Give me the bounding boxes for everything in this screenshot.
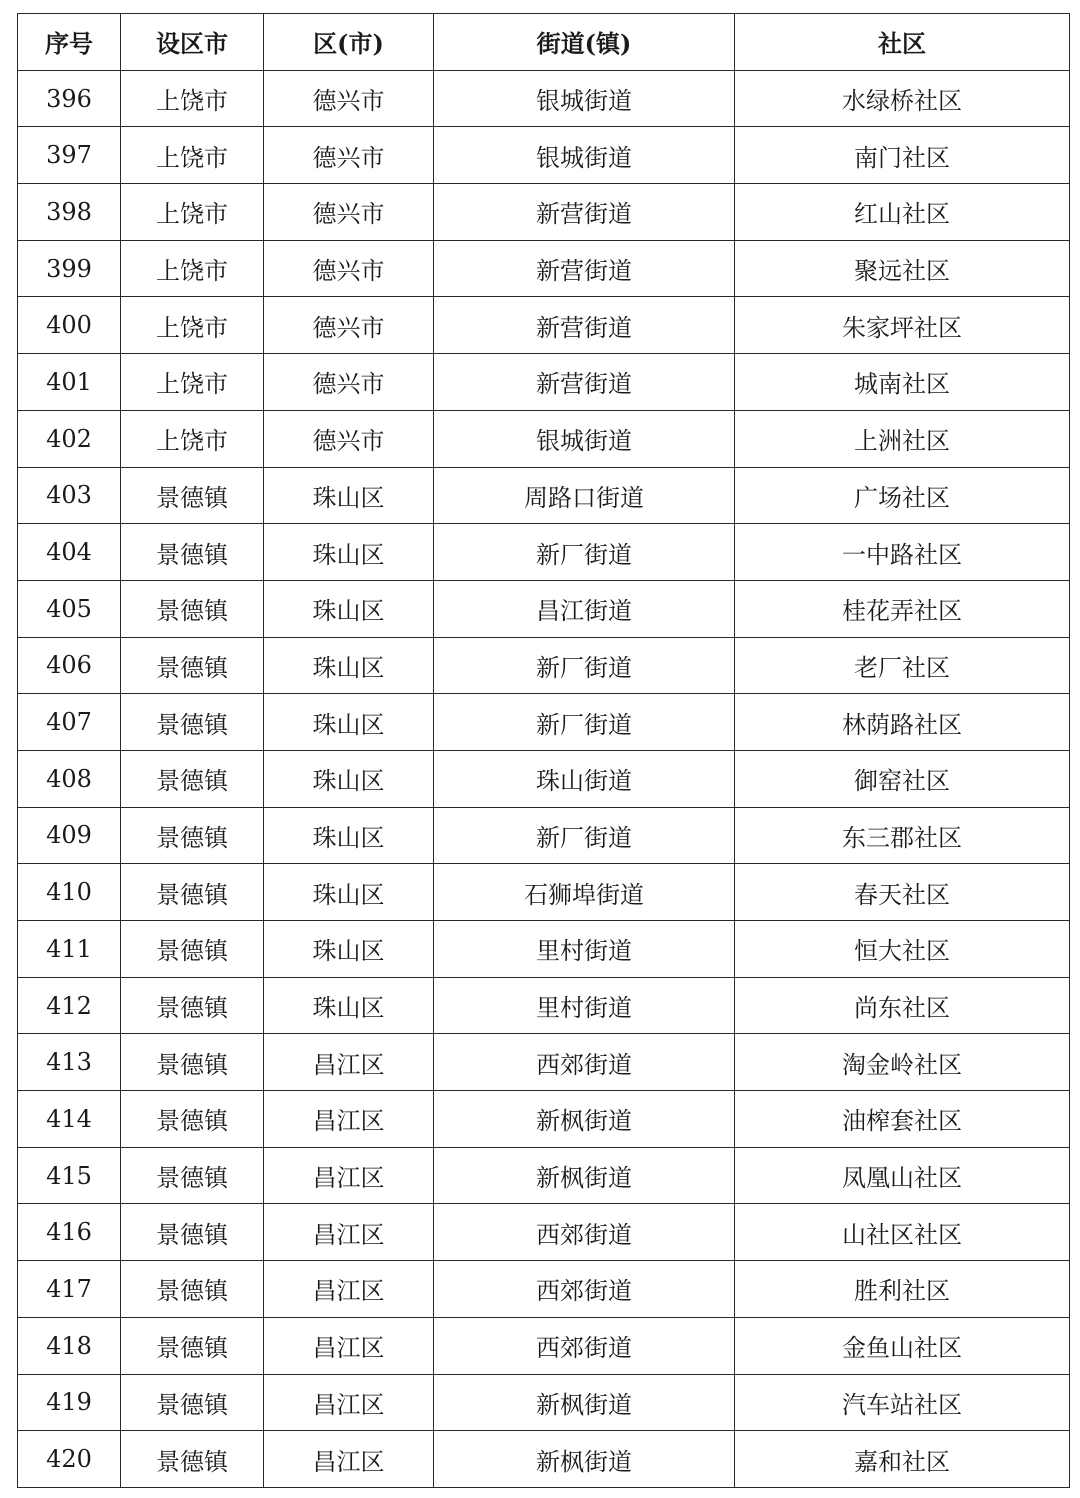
cell-community: 桂花弄社区	[735, 580, 1070, 637]
cell-community: 御窑社区	[735, 750, 1070, 807]
cell-index: 417	[18, 1261, 121, 1318]
cell-subdistrict: 新枫街道	[434, 1374, 735, 1431]
cell-district: 昌江区	[264, 1147, 434, 1204]
cell-city: 景德镇	[121, 580, 264, 637]
cell-community: 东三郡社区	[735, 807, 1070, 864]
header-community: 社区	[735, 14, 1070, 71]
cell-district: 昌江区	[264, 1034, 434, 1091]
cell-index: 414	[18, 1091, 121, 1148]
cell-index: 415	[18, 1147, 121, 1204]
cell-city: 景德镇	[121, 694, 264, 751]
cell-district: 德兴市	[264, 70, 434, 127]
table-row	[18, 921, 1070, 978]
cell-district: 珠山区	[264, 864, 434, 921]
table-body	[18, 70, 1070, 1487]
table-row	[18, 1147, 1070, 1204]
cell-district: 昌江区	[264, 1431, 434, 1488]
cell-city: 景德镇	[121, 1147, 264, 1204]
cell-index: 405	[18, 580, 121, 637]
cell-subdistrict: 西郊街道	[434, 1204, 735, 1261]
cell-subdistrict: 石狮埠街道	[434, 864, 735, 921]
cell-subdistrict: 新枫街道	[434, 1147, 735, 1204]
cell-subdistrict: 银城街道	[434, 127, 735, 184]
table-row	[18, 694, 1070, 751]
cell-community: 广场社区	[735, 467, 1070, 524]
table-row	[18, 977, 1070, 1034]
community-table	[17, 13, 1070, 1488]
cell-city: 景德镇	[121, 1204, 264, 1261]
cell-city: 景德镇	[121, 637, 264, 694]
cell-subdistrict: 昌江街道	[434, 580, 735, 637]
cell-index: 396	[18, 70, 121, 127]
table-row	[18, 864, 1070, 921]
cell-community: 淘金岭社区	[735, 1034, 1070, 1091]
cell-city: 上饶市	[121, 297, 264, 354]
cell-index: 412	[18, 977, 121, 1034]
cell-city: 上饶市	[121, 354, 264, 411]
table-row	[18, 1317, 1070, 1374]
cell-district: 珠山区	[264, 750, 434, 807]
cell-subdistrict: 新营街道	[434, 184, 735, 241]
table-row	[18, 580, 1070, 637]
cell-subdistrict: 珠山街道	[434, 750, 735, 807]
cell-city: 景德镇	[121, 524, 264, 581]
cell-subdistrict: 新枫街道	[434, 1091, 735, 1148]
table-row	[18, 524, 1070, 581]
table-row	[18, 467, 1070, 524]
cell-community: 上洲社区	[735, 410, 1070, 467]
cell-subdistrict: 周路口街道	[434, 467, 735, 524]
header-row	[18, 14, 1070, 71]
cell-city: 景德镇	[121, 1374, 264, 1431]
table-row	[18, 70, 1070, 127]
cell-community: 聚远社区	[735, 240, 1070, 297]
cell-index: 416	[18, 1204, 121, 1261]
cell-subdistrict: 银城街道	[434, 70, 735, 127]
cell-community: 恒大社区	[735, 921, 1070, 978]
cell-city: 景德镇	[121, 750, 264, 807]
header-city: 设区市	[121, 14, 264, 71]
cell-city: 景德镇	[121, 1261, 264, 1318]
cell-community: 南门社区	[735, 127, 1070, 184]
cell-community: 金鱼山社区	[735, 1317, 1070, 1374]
cell-city: 景德镇	[121, 1091, 264, 1148]
cell-district: 珠山区	[264, 524, 434, 581]
cell-subdistrict: 新营街道	[434, 297, 735, 354]
cell-index: 406	[18, 637, 121, 694]
cell-district: 德兴市	[264, 410, 434, 467]
cell-city: 上饶市	[121, 240, 264, 297]
cell-district: 珠山区	[264, 694, 434, 751]
cell-subdistrict: 新枫街道	[434, 1431, 735, 1488]
cell-community: 林荫路社区	[735, 694, 1070, 751]
table-row	[18, 1431, 1070, 1488]
table-row	[18, 807, 1070, 864]
cell-community: 油榨套社区	[735, 1091, 1070, 1148]
cell-city: 景德镇	[121, 864, 264, 921]
cell-community: 红山社区	[735, 184, 1070, 241]
cell-index: 409	[18, 807, 121, 864]
cell-community: 水绿桥社区	[735, 70, 1070, 127]
cell-index: 398	[18, 184, 121, 241]
cell-subdistrict: 新厂街道	[434, 807, 735, 864]
cell-subdistrict: 新厂街道	[434, 694, 735, 751]
cell-community: 老厂社区	[735, 637, 1070, 694]
cell-community: 朱家坪社区	[735, 297, 1070, 354]
cell-city: 景德镇	[121, 1317, 264, 1374]
cell-city: 上饶市	[121, 184, 264, 241]
table-row	[18, 297, 1070, 354]
cell-district: 珠山区	[264, 807, 434, 864]
cell-city: 景德镇	[121, 1431, 264, 1488]
cell-subdistrict: 新厂街道	[434, 524, 735, 581]
cell-index: 401	[18, 354, 121, 411]
cell-city: 景德镇	[121, 1034, 264, 1091]
table-row	[18, 240, 1070, 297]
table-row	[18, 1204, 1070, 1261]
cell-subdistrict: 新营街道	[434, 240, 735, 297]
table-row	[18, 184, 1070, 241]
cell-district: 珠山区	[264, 467, 434, 524]
cell-subdistrict: 西郊街道	[434, 1317, 735, 1374]
cell-index: 413	[18, 1034, 121, 1091]
cell-subdistrict: 新厂街道	[434, 637, 735, 694]
table-row	[18, 410, 1070, 467]
cell-index: 419	[18, 1374, 121, 1431]
cell-subdistrict: 西郊街道	[434, 1261, 735, 1318]
cell-index: 403	[18, 467, 121, 524]
cell-district: 德兴市	[264, 240, 434, 297]
table-row	[18, 1374, 1070, 1431]
cell-district: 德兴市	[264, 127, 434, 184]
cell-district: 珠山区	[264, 637, 434, 694]
cell-community: 春天社区	[735, 864, 1070, 921]
cell-community: 山社区社区	[735, 1204, 1070, 1261]
table-row	[18, 127, 1070, 184]
cell-index: 402	[18, 410, 121, 467]
cell-subdistrict: 西郊街道	[434, 1034, 735, 1091]
cell-city: 景德镇	[121, 921, 264, 978]
cell-district: 昌江区	[264, 1204, 434, 1261]
cell-district: 珠山区	[264, 977, 434, 1034]
cell-city: 景德镇	[121, 807, 264, 864]
table-row	[18, 1091, 1070, 1148]
cell-index: 411	[18, 921, 121, 978]
cell-community: 汽车站社区	[735, 1374, 1070, 1431]
cell-community: 胜利社区	[735, 1261, 1070, 1318]
table-row	[18, 354, 1070, 411]
cell-community: 嘉和社区	[735, 1431, 1070, 1488]
cell-city: 上饶市	[121, 127, 264, 184]
cell-community: 一中路社区	[735, 524, 1070, 581]
cell-subdistrict: 新营街道	[434, 354, 735, 411]
table-row	[18, 1034, 1070, 1091]
cell-index: 418	[18, 1317, 121, 1374]
cell-community: 凤凰山社区	[735, 1147, 1070, 1204]
cell-district: 昌江区	[264, 1317, 434, 1374]
cell-index: 407	[18, 694, 121, 751]
cell-subdistrict: 银城街道	[434, 410, 735, 467]
cell-index: 400	[18, 297, 121, 354]
cell-index: 399	[18, 240, 121, 297]
table-row	[18, 637, 1070, 694]
cell-subdistrict: 里村街道	[434, 921, 735, 978]
cell-community: 城南社区	[735, 354, 1070, 411]
table-row	[18, 1261, 1070, 1318]
cell-index: 397	[18, 127, 121, 184]
cell-index: 410	[18, 864, 121, 921]
cell-subdistrict: 里村街道	[434, 977, 735, 1034]
cell-district: 昌江区	[264, 1374, 434, 1431]
cell-index: 408	[18, 750, 121, 807]
cell-district: 德兴市	[264, 297, 434, 354]
cell-district: 德兴市	[264, 354, 434, 411]
cell-city: 景德镇	[121, 467, 264, 524]
cell-district: 珠山区	[264, 580, 434, 637]
header-district: 区(市)	[264, 14, 434, 71]
cell-index: 420	[18, 1431, 121, 1488]
cell-city: 上饶市	[121, 70, 264, 127]
cell-district: 昌江区	[264, 1261, 434, 1318]
cell-district: 珠山区	[264, 921, 434, 978]
header-index: 序号	[18, 14, 121, 71]
table-row	[18, 750, 1070, 807]
cell-district: 德兴市	[264, 184, 434, 241]
table-header	[18, 14, 1070, 71]
cell-index: 404	[18, 524, 121, 581]
cell-city: 上饶市	[121, 410, 264, 467]
cell-city: 景德镇	[121, 977, 264, 1034]
header-subdistrict: 街道(镇)	[434, 14, 735, 71]
cell-district: 昌江区	[264, 1091, 434, 1148]
cell-community: 尚东社区	[735, 977, 1070, 1034]
